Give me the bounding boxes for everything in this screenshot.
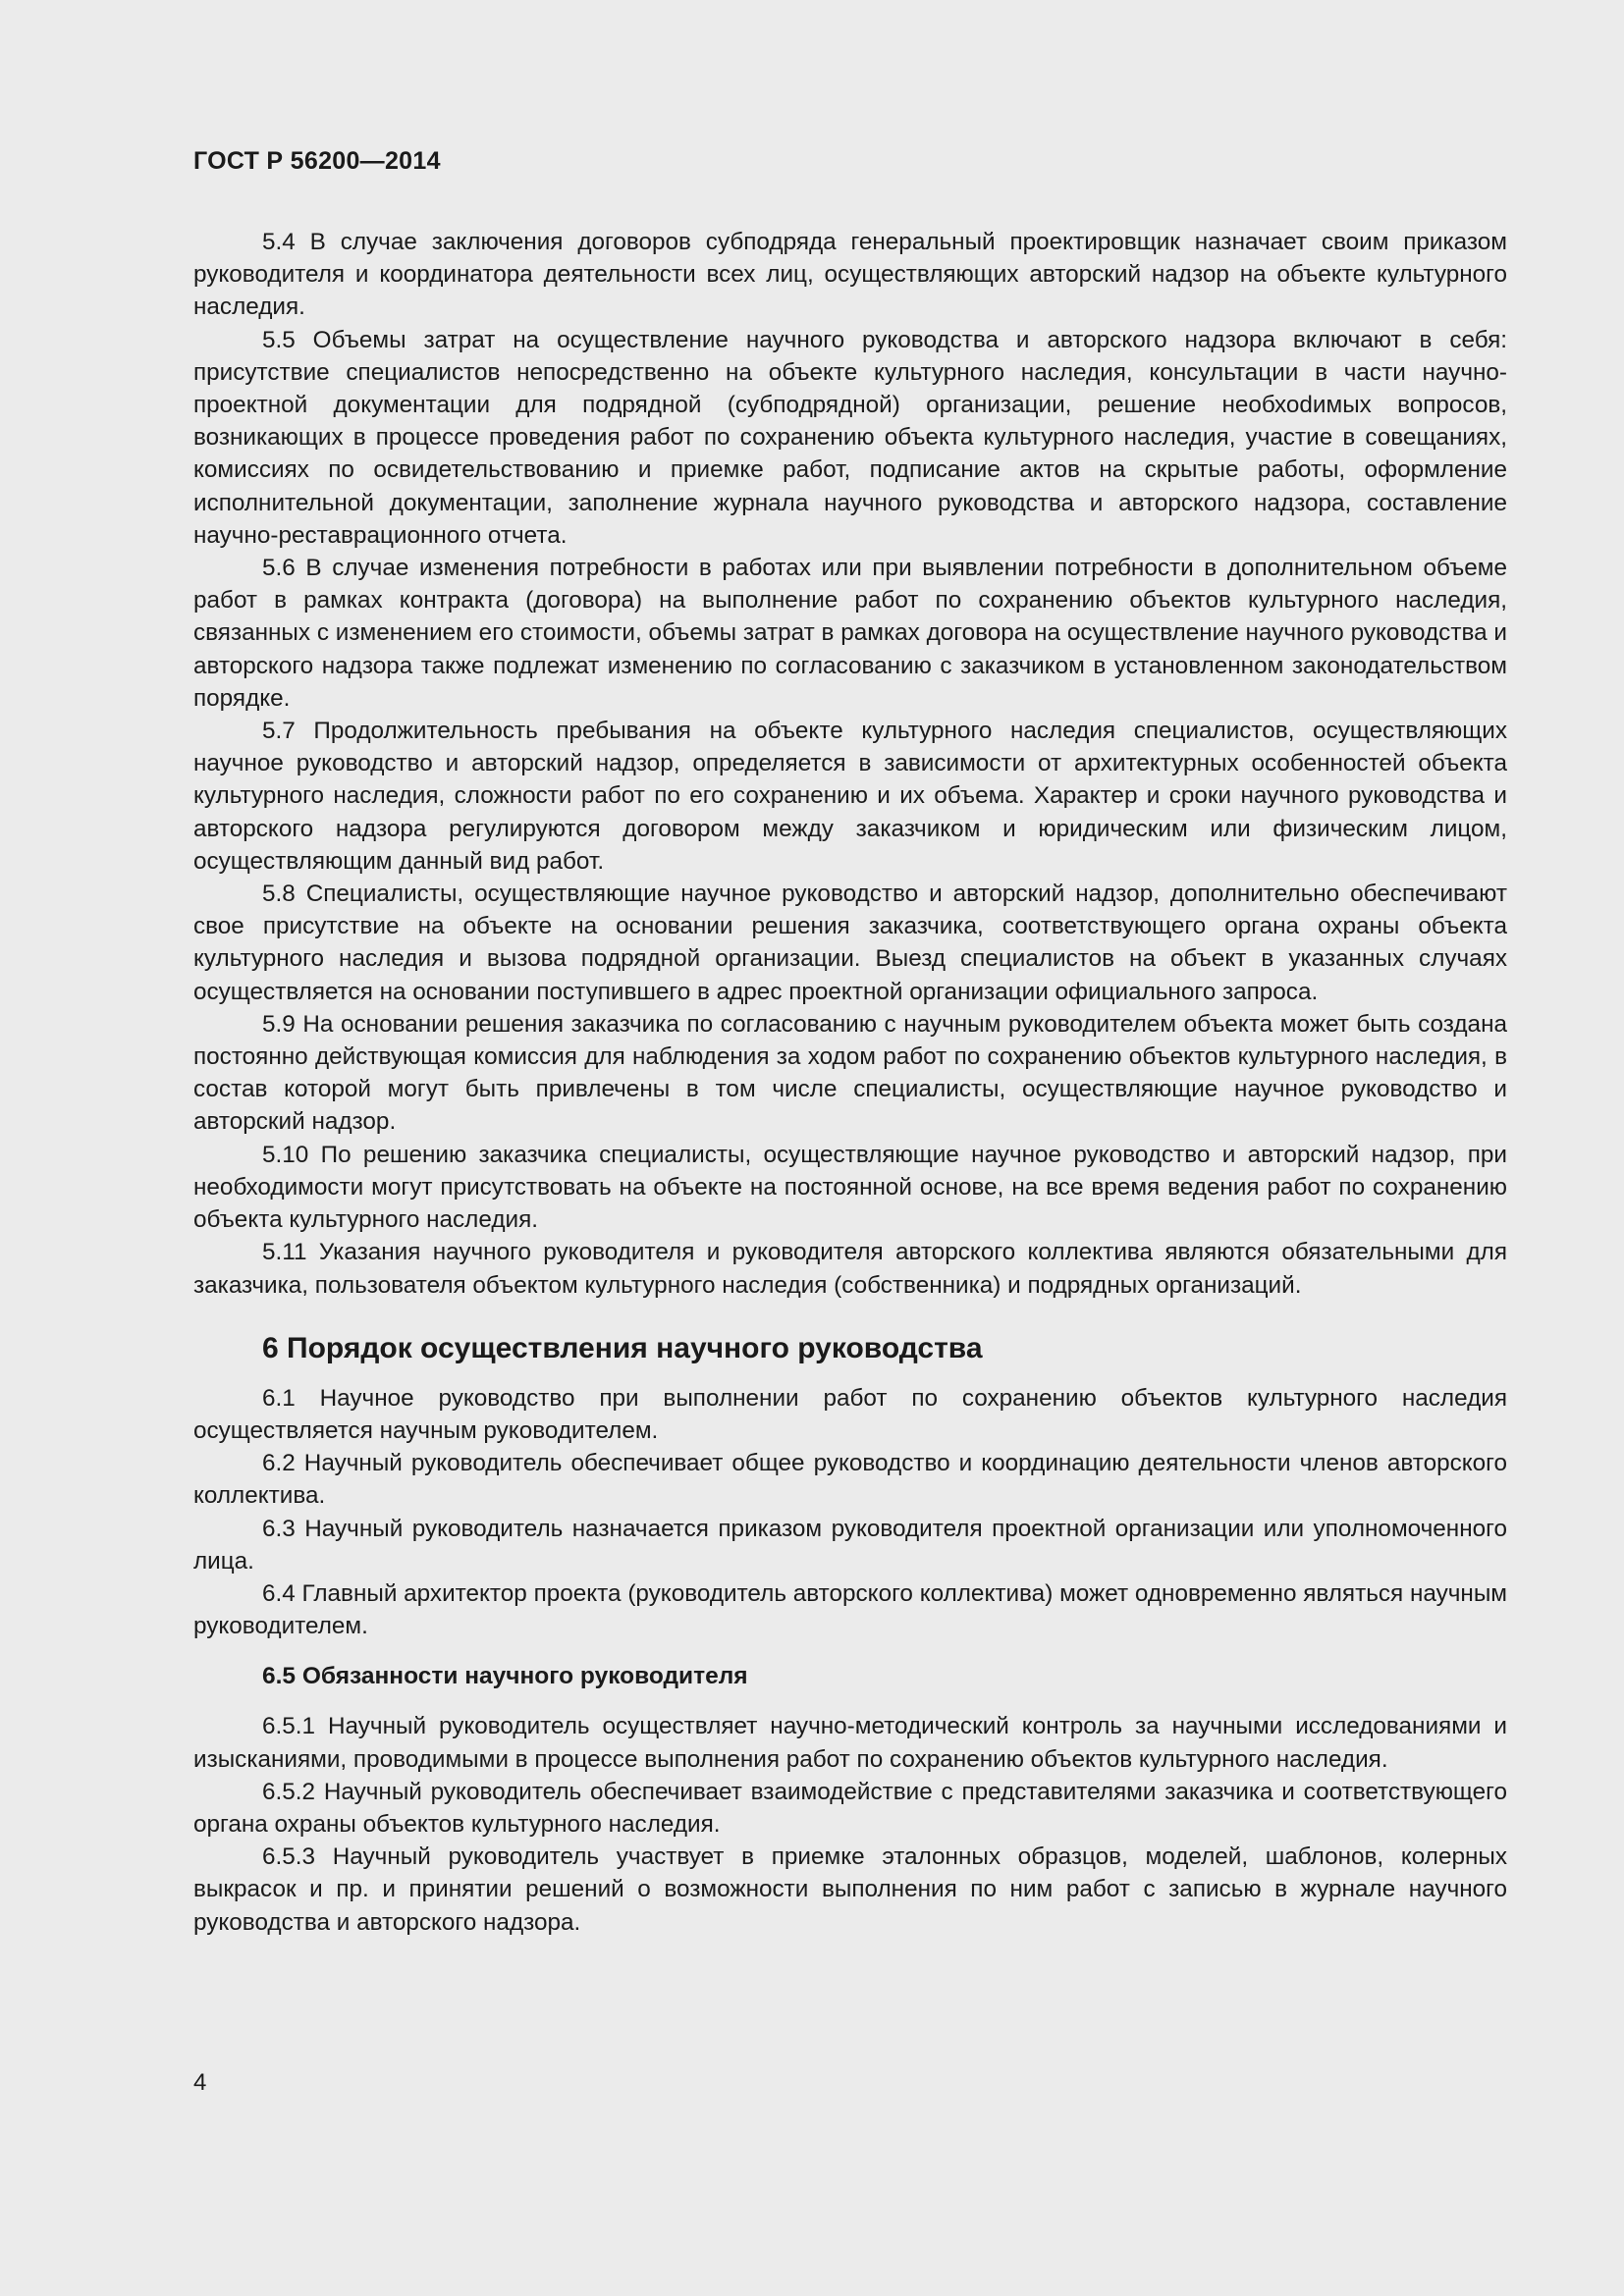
spacer bbox=[193, 1302, 1507, 1329]
paragraph-5-6: 5.6 В случае изменения потребности в работах или при выявлении потребности в дополнительном объеме работ в рамках контракта (договора) на выполнение работ по сохранению объектов культурного наследия, связанных с изменением его стоимости, объемы затрат в рамках договора на осуществление научного руководства и авторского надзора также подлежат изменению по согласованию с заказчиком в установленном законодательством порядке. bbox=[193, 555, 1507, 712]
paragraph-5-7: 5.7 Продолжительность пребывания на объекте культурного наследия специалистов, осуществляющих научное руководство и авторский надзор, определяется в зависимости от архитектурных особенностей объекта культурного наследия, сложности работ по его сохранению и их объема. Характер и сроки научного руководства и авторского надзора регулируются договором между заказчиком и юридическим или физическим лицом, осуществляющим данный вид работ. bbox=[193, 718, 1507, 875]
paragraph-6-5-2: 6.5.2 Научный руководитель обеспечивает взаимодействие с представителями заказчика и соответствующего органа охраны объектов культурного наследия. bbox=[193, 1778, 1507, 1838]
paragraph-5-11: 5.11 Указания научного руководителя и руководителя авторского коллектива являются обязательными для заказчика, пользователя объектом культурного наследия (собственника) и подрядных организаций. bbox=[193, 1239, 1507, 1299]
paragraph-6-3: 6.3 Научный руководитель назначается приказом руководителя проектной организации или уполномоченного лица. bbox=[193, 1515, 1507, 1575]
page-content bbox=[193, 226, 1507, 1939]
section-6-heading: 6 Порядок осуществления научного руководства bbox=[262, 1331, 983, 1364]
paragraph-5-4: 5.4 В случае заключения договоров субподряда генеральный проектировщик назначает своим приказом руководителя и координатора деятельности всех лиц, осуществляющих авторский надзор на объекте культурного наследия. bbox=[193, 229, 1507, 321]
paragraph-6-5-3: 6.5.3 Научный руководитель участвует в приемке эталонных образцов, моделей, шаблонов, колерных выкрасок и пр. и принятии решений о возможности выполнения по ним работ с записью в журнале научного руководства и авторского надзора. bbox=[193, 1843, 1507, 1936]
page-number: 4 bbox=[193, 2069, 207, 2096]
paragraph-5-10: 5.10 По решению заказчика специалисты, осуществляющие научное руководство и авторский надзор, при необходимости могут присутствовать на объекте на постоянной основе, на все время ведения работ по сохранению объекта культурного наследия. bbox=[193, 1141, 1507, 1234]
paragraph-6-1: 6.1 Научное руководство при выполнении работ по сохранению объектов культурного наследия осуществляется научным руководителем. bbox=[193, 1384, 1507, 1444]
paragraph-5-8: 5.8 Специалисты, осуществляющие научное руководство и авторский надзор, дополнительно обеспечивают свое присутствие на объекте на основании решения заказчика, соответствующего органа охраны объекта культурного наследия и вызова подрядной организации. Выезд специалистов на объект в указанных случаях осуществляется на основании поступившего в адрес проектной организации официального запроса. bbox=[193, 881, 1507, 1005]
paragraph-6-2: 6.2 Научный руководитель обеспечивает общее руководство и координацию деятельности членов авторского коллектива. bbox=[193, 1450, 1507, 1510]
spacer bbox=[193, 1692, 1507, 1710]
paragraph-6-5-1: 6.5.1 Научный руководитель осуществляет научно-методический контроль за научными исследованиями и изысканиями, проводимыми в процессе выполнения работ по сохранению объектов культурного наследия. bbox=[193, 1713, 1507, 1773]
paragraph-5-9: 5.9 На основании решения заказчика по согласованию с научным руководителем объекта может быть создана постоянно действующая комиссия для наблюдения за ходом работ по сохранению объектов культурного наследия, в состав которой могут быть привлечены в том числе специалисты, осуществляющие научное руководство и авторский надзор. bbox=[193, 1010, 1507, 1136]
spacer bbox=[193, 1368, 1507, 1382]
spacer bbox=[193, 1642, 1507, 1660]
document-code-header: ГОСТ Р 56200—2014 bbox=[193, 147, 441, 175]
paragraph-6-4: 6.4 Главный архитектор проекта (руководитель авторского коллектива) может одновременно являться научным руководителем. bbox=[193, 1579, 1507, 1640]
subsection-6-5-heading: 6.5 Обязанности научного руководителя bbox=[262, 1663, 748, 1690]
paragraph-5-5: 5.5 Объемы затрат на осуществление научного руководства и авторского надзора включают в себя: присутствие специалистов непосредственно на объекте культурного наследия, консультации в части научно-проектной документации для подрядной (субподрядной) организации, решение необхоdимых вопросов, возникающих в процессе проведения работ по сохранению объекта культурного наследия, участие в совещаниях, комиссиях по освидетельствованию и приемке работ, подписание актов на скрытые работы, оформление исполнительной документации, заполнение журнала научного руководства и авторского надзора, составление научно-реставрационного отчета. bbox=[193, 326, 1507, 549]
